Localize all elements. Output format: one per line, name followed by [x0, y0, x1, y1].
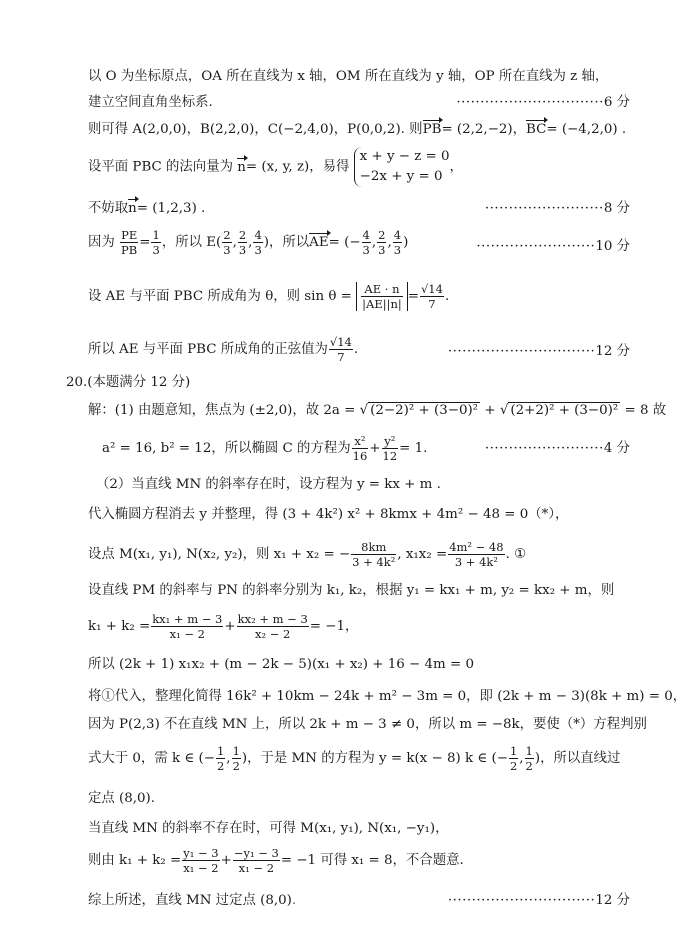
- p20-step-8: 所以 (2k + 1) x₁x₂ + (m − 2k − 5)(x₁ + x₂) + 16 − 4m = 0: [88, 657, 474, 672]
- vector-pb: PB: [422, 122, 442, 137]
- p20-step-5: 设点 M(x₁, y₁), N(x₂, y₂)，则 x₁ + x₂ = − $\frac{8km}{\text{3 + 4k²}}$ , x₁x₂ = $\frac{\text{4m² − 48}}{\text{3 + 4k²}}$ . ①: [88, 540, 527, 569]
- p19-score-12: ·······························12 分: [447, 344, 630, 359]
- p19-line-8: 所以 AE 与平面 PBC 所成角的正弦值为 $\frac{√14}{7}$ .: [88, 335, 359, 364]
- p19-score-6: ·······························6 分: [456, 95, 630, 110]
- p19-line-3: 则可得 A(2,0,0)，B(2,2,0)，C(−2,4,0)，P(0,0,2). 则PB= (2,2,−2)，BC= (−4,2,0) .: [88, 122, 627, 137]
- p20-step-14: 则由 k₁ + k₂ = $\frac{\text{y₁ − 3}}{\text{x₁ − 2}}$ + $\frac{\text{−y₁ − 3}}{\text{x₁ − 2}}$ = −1 可得 x₁ = 8，不合题意.: [88, 846, 464, 875]
- p20-score-12: ·······························12 分: [447, 893, 630, 908]
- p20-conclusion: 综上所述，直线 MN 过定点 (8,0).: [88, 893, 297, 908]
- p20-step-6: 设直线 PM 的斜率与 PN 的斜率分别为 k₁, k₂，根据 y₁ = kx₁ + m, y₂ = kx₂ + m，则: [88, 583, 615, 598]
- p20-step-1: 解：(1) 由题意知，焦点为 (±2,0)，故 2a = √ (2−2)² + (3−0)² + √ (2+2)² + (3−0)² = 8 故: [88, 403, 667, 418]
- p19-line-1: 以 O 为坐标原点，OA 所在直线为 x 轴，OM 所在直线为 y 轴，OP 所在直线为 z 轴，: [88, 69, 609, 84]
- p20-step-12: 定点 (8,0).: [88, 791, 156, 806]
- p20-step-9: 将①代入，整理化简得 16k² + 10km − 24k + m² − 3m = 0，即 (2k + m − 3)(8k + m) = 0，: [88, 689, 687, 704]
- p19-line-4: 设平面 PBC 的法向量为 n= (x, y, z)，易得 x + y − z = 0 −2x + y = 0 ，: [88, 147, 463, 187]
- p20-score-4: ·························4 分: [484, 441, 630, 456]
- p20-step-2: a² = 16, b² = 12，所以椭圆 C 的方程为 $\frac{\text{x²}}{16}$ + $\frac{\text{y²}}{12}$ = 1.: [102, 434, 428, 463]
- p20-step-11: 式大于 0，需 k ∈ (− $\frac{1}{2}$ , $\frac{1}{2}$ )，于是 MN 的方程为 y = k(x − 8) k ∈ (− $\frac{1}{2}$ , $\frac{1}{2}$ )，所以直线过: [88, 744, 621, 773]
- p19-score-8: ·························8 分: [484, 201, 630, 216]
- problem-20-header: 20.(本题满分 12 分): [66, 375, 191, 390]
- red-period-mark: .: [291, 893, 297, 908]
- equation-system: x + y − z = 0 −2x + y = 0: [354, 147, 450, 187]
- p20-step-13: 当直线 MN 的斜率不存在时，可得 M(x₁, y₁), N(x₁, −y₁)，: [88, 821, 449, 836]
- p19-line-7: 设 AE 与平面 PBC 所成角为 θ，则 sin θ = $\frac{AE \cdot n}{|AE||n|}$ = $\frac{√14}{7}$ .: [88, 282, 450, 311]
- p20-step-7: k₁ + k₂ = $\frac{\text{kx₁ + m − 3}}{\text{x₁ − 2}}$ + $\frac{\text{kx₂ + m − 3}}{\text{x₂ − 2}}$ = −1，: [88, 612, 359, 641]
- p19-line-5: 不妨取n= (1,2,3) .: [88, 201, 206, 216]
- p19-score-10: ·························10 分: [476, 239, 630, 254]
- vector-bc: BC: [526, 122, 547, 137]
- p19-line-6: 因为 $\frac{PE}{PB}$ = $\frac{1}{3}$ ，所以 E( $\frac{2}{3}$ , $\frac{2}{3}$ , $\frac{4}{3}$ )，所以AE= (− $\frac{4}{3}$ , $\frac{2}{3}$ , $\frac{4}{3}$ ): [88, 228, 409, 257]
- p19-line-2: 建立空间直角坐标系.: [88, 95, 213, 110]
- p20-step-10: 因为 P(2,3) 不在直线 MN 上，所以 2k + m − 3 ≠ 0，所以 m = −8k，要使（*）方程判别: [88, 717, 647, 732]
- p20-step-4: 代入椭圆方程消去 y 并整理，得 (3 + 4k²) x² + 8kmx + 4m² − 48 = 0（*），: [88, 507, 569, 522]
- p20-step-3: （2）当直线 MN 的斜率存在时，设方程为 y = kx + m .: [96, 477, 441, 492]
